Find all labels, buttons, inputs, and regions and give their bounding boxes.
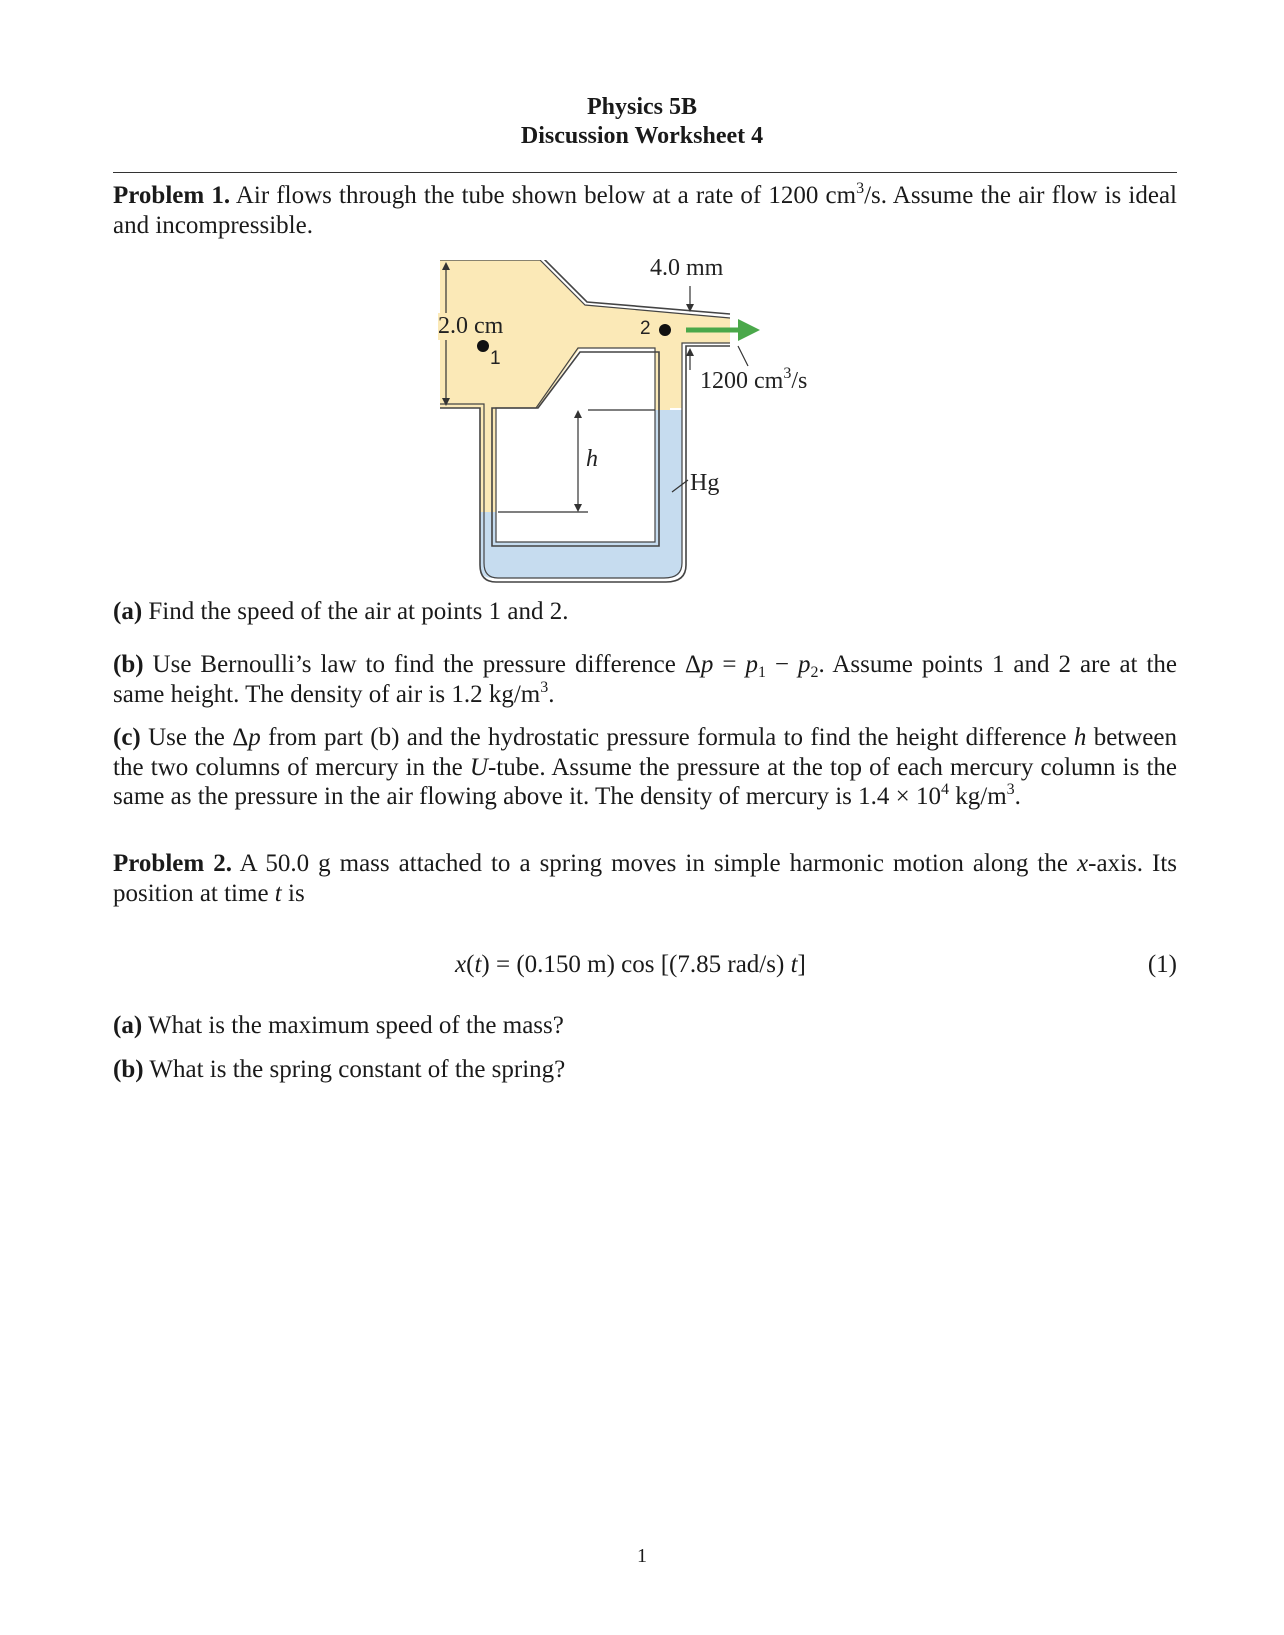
problem2-var-t: t: [274, 879, 282, 907]
narrow-arrow-bottom-head: [686, 348, 694, 356]
part-b-text-1: Use Bernoulli’s law to find the pressure difference Δ: [152, 651, 701, 678]
point2-label: 2: [640, 318, 651, 339]
point1-label: 1: [490, 348, 501, 369]
worksheet-header: [0, 93, 1284, 151]
flow-arrow-head: [738, 319, 760, 341]
part-c-label: (c): [113, 724, 141, 751]
equation-rhs-a: ) = (0.150 m) cos [(7.85 rad/s): [481, 951, 791, 978]
worksheet-title: Discussion Worksheet 4: [520, 123, 764, 149]
problem2-text-3: is: [281, 879, 305, 907]
part-c-text-3: between the two columns of mercury in the: [113, 724, 1177, 781]
part-c-sup: 3: [1006, 781, 1015, 798]
problem1-part-b: [113, 650, 1177, 709]
point2-dot: [659, 324, 671, 336]
problem1-intro-sup: 3: [856, 180, 865, 197]
tube-diagram: [438, 255, 870, 590]
part-c-exp: 4: [941, 781, 950, 798]
flow-rate-label: [700, 365, 808, 395]
equation-body: [455, 950, 806, 980]
page-number: 1: [637, 1545, 647, 1567]
flow-rate-unit: /s: [791, 368, 808, 394]
equation-x: x: [455, 951, 467, 978]
part-b-p2: p: [797, 651, 811, 678]
problem1-part-c: [113, 723, 1177, 812]
problem1-intro: [113, 181, 1177, 240]
problem2-intro: [113, 849, 1177, 908]
problem1-label: Problem 1.: [113, 182, 231, 209]
problem2-part-a-text: What is the maximum speed of the mass?: [147, 1012, 564, 1039]
part-b-text-3: .: [548, 680, 555, 708]
equation-rhs-b: ]: [797, 951, 806, 978]
flow-rate-text: 1200 cm: [700, 368, 784, 394]
part-c-var-p: p: [248, 724, 261, 751]
part-b-text-2: . Assume points 1 and 2 are at the same height. The density of air is 1.2 kg/m: [113, 651, 1177, 708]
part-c-text-6: .: [1014, 783, 1021, 810]
flow-rate-sup: 3: [783, 365, 792, 382]
equation-rhs-t: t: [790, 951, 798, 978]
part-b-label: (b): [113, 651, 144, 678]
problem1-intro-text-a: Air flows through the tube shown below at a rate of 1200 cm: [235, 182, 857, 209]
part-b-p2-sub: 2: [810, 664, 819, 681]
header-divider: [113, 172, 1177, 173]
part-b-p1: p: [745, 651, 758, 678]
problem1-part-a: [113, 597, 1177, 627]
problem2-text-2: -axis. Its position at time: [113, 850, 1177, 907]
course-title: Physics 5B: [586, 94, 697, 120]
part-b-var-p: p: [700, 651, 714, 678]
part-c-var-u: U: [469, 753, 488, 781]
part-c-var-h: h: [1073, 724, 1087, 751]
part-c-text-1: Use the Δ: [148, 724, 249, 751]
mercury-label: Hg: [690, 470, 720, 496]
part-b-p1-sub: 1: [757, 664, 766, 681]
problem1-intro-text-b: /s. Assume the air flow is ideal and incompressible.: [113, 182, 1177, 239]
problem2-label: Problem 2.: [113, 850, 232, 877]
part-a-text: Find the speed of the air at points 1 and 2.: [148, 598, 569, 625]
part-c-text-5: kg/m: [949, 783, 1007, 810]
part-b-eq: =: [713, 651, 746, 678]
point1-dot: [477, 340, 489, 352]
part-b-sup: 3: [540, 678, 549, 696]
height-label: h: [586, 446, 598, 472]
equation-t: t: [474, 951, 482, 978]
width-label: 2.0 cm: [438, 313, 504, 339]
part-c-text-4: -tube. Assume the pressure at the top of each mercury column is the same as the pressure in the air flowing above it. The density of mercury is 1.4 × 10: [113, 753, 1177, 810]
flow-leader-line: [738, 346, 748, 366]
part-b-minus: −: [765, 651, 798, 678]
tube-diagram-svg: [440, 260, 870, 590]
part-a-label: (a): [113, 598, 143, 625]
problem2-text-1: A 50.0 g mass attached to a spring moves in simple harmonic motion along the: [239, 850, 1078, 877]
problem2-part-a-label: (a): [113, 1012, 143, 1039]
problem2-part-b-label: (b): [113, 1056, 144, 1083]
problem2-part-b-text: What is the spring constant of the spring?: [149, 1056, 566, 1083]
problem2-part-a: [113, 1011, 1177, 1041]
problem2-part-b: [113, 1055, 1177, 1085]
equation-number: (1): [1147, 951, 1177, 978]
part-c-text-2: from part (b) and the hydrostatic pressure formula to find the height difference: [260, 724, 1074, 751]
equation-open: (: [466, 951, 475, 978]
problem2-var-x: x: [1077, 850, 1089, 877]
narrow-width-label: 4.0 mm: [650, 255, 724, 281]
